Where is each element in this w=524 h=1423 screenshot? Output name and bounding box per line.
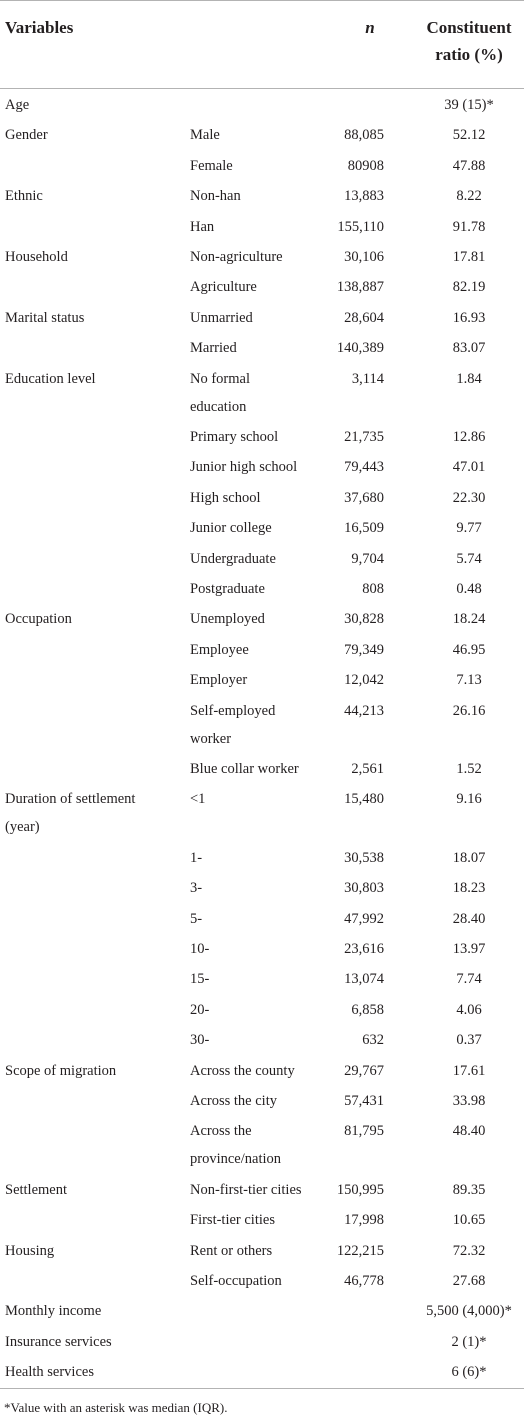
ratio-cell: 22.30 [452, 489, 486, 506]
category-cell: Junior high school [190, 459, 298, 476]
n-cell: 6,858 [351, 1001, 384, 1018]
ratio-cell: 18.23 [452, 880, 486, 897]
ratio-cell: 89.35 [452, 1181, 486, 1198]
ratio-cell: 17.61 [452, 1062, 486, 1079]
variable-cell: Marital status [5, 309, 85, 326]
category-cell: No formal [190, 370, 250, 387]
ratio-cell: 6 (6)* [451, 1364, 487, 1381]
ratio-cell: 13.97 [452, 941, 486, 957]
header-ratio-line2: ratio (%) [435, 45, 503, 64]
n-cell: 30,106 [344, 249, 384, 265]
category-cell: Unmarried [190, 309, 253, 326]
ratio-cell: 72.32 [452, 1242, 486, 1259]
n-cell: 88,085 [344, 127, 384, 144]
variable-cell: Ethnic [5, 188, 43, 205]
category-cell: Junior college [190, 520, 272, 537]
category-cell: Self-employed [190, 702, 276, 719]
bottom-rule [0, 1388, 524, 1389]
category-cell: Unemployed [190, 611, 265, 628]
category-cell-continued: province/nation [190, 1151, 282, 1168]
n-cell: 44,213 [344, 702, 384, 719]
category-cell: Blue collar worker [190, 761, 299, 777]
header-ratio-line1: Constituent [426, 18, 512, 37]
variable-cell: Education level [5, 370, 96, 387]
ratio-cell: 9.16 [456, 791, 482, 808]
variable-cell: Settlement [5, 1181, 68, 1198]
variable-cell: Monthly income [5, 1303, 102, 1320]
ratio-cell: 27.68 [452, 1273, 486, 1289]
ratio-cell: 47.01 [452, 459, 486, 476]
n-cell: 13,074 [344, 971, 384, 988]
header-n: n [365, 18, 375, 37]
ratio-cell: 5.74 [456, 550, 482, 567]
category-cell: Across the [190, 1123, 252, 1140]
n-cell: 2,561 [351, 761, 384, 777]
ratio-cell: 12.86 [452, 429, 486, 445]
ratio-cell: 47.88 [452, 157, 486, 174]
n-cell: 30,803 [344, 880, 384, 897]
n-cell: 30,538 [344, 849, 384, 866]
variable-cell-continued: (year) [5, 819, 40, 836]
category-cell: Employer [190, 672, 248, 689]
category-cell: Non-agriculture [190, 249, 283, 265]
category-cell: Female [190, 157, 233, 174]
variable-cell: Occupation [5, 611, 72, 628]
n-cell: 30,828 [344, 611, 384, 628]
category-cell: <1 [190, 791, 206, 808]
ratio-cell: 33.98 [452, 1093, 486, 1109]
category-cell: 20- [190, 1001, 210, 1018]
n-cell: 23,616 [344, 941, 384, 957]
category-cell: Non-first-tier cities [190, 1181, 302, 1198]
ratio-cell: 10.65 [452, 1212, 486, 1229]
ratio-cell: 2 (1)* [451, 1333, 487, 1350]
header-rule [0, 88, 524, 89]
ratio-cell: 7.74 [456, 971, 482, 988]
header-variables: Variables [5, 18, 74, 37]
n-cell: 122,215 [336, 1242, 384, 1259]
n-cell: 47,992 [344, 910, 384, 927]
n-cell: 37,680 [344, 489, 384, 506]
n-cell: 9,704 [351, 550, 384, 567]
ratio-cell: 0.48 [456, 581, 482, 597]
ratio-cell: 83.07 [452, 340, 486, 357]
ratio-cell: 16.93 [452, 309, 486, 326]
ratio-cell: 18.24 [452, 611, 486, 628]
category-cell: Male [190, 127, 220, 144]
top-rule [0, 0, 524, 1]
ratio-cell: 48.40 [452, 1123, 486, 1140]
variable-cell: Duration of settlement [5, 791, 136, 808]
category-cell: First-tier cities [190, 1212, 275, 1229]
category-cell: Non-han [190, 188, 241, 205]
category-cell: High school [190, 489, 261, 506]
footnote: *Value with an asterisk was median (IQR). [4, 1400, 228, 1415]
category-cell: Primary school [190, 429, 279, 445]
n-cell: 80908 [347, 157, 384, 174]
ratio-cell: 28.40 [452, 910, 486, 927]
category-cell: Employee [190, 641, 249, 658]
n-cell: 15,480 [344, 791, 384, 808]
category-cell: 1- [190, 849, 203, 866]
category-cell: Han [190, 218, 215, 235]
ratio-cell: 91.78 [452, 218, 486, 235]
header-constituent-ratio [414, 14, 524, 68]
category-cell: 15- [190, 971, 210, 988]
category-cell: 30- [190, 1032, 210, 1049]
category-cell: Undergraduate [190, 550, 276, 567]
variable-cell: Household [5, 249, 68, 265]
n-cell: 28,604 [344, 309, 384, 326]
variable-cell: Housing [5, 1242, 55, 1259]
category-cell: Across the county [190, 1062, 295, 1079]
variable-cell: Age [5, 97, 30, 113]
category-cell: Married [190, 340, 237, 357]
n-cell: 12,042 [344, 672, 384, 689]
n-cell: 57,431 [344, 1093, 384, 1109]
n-cell: 79,443 [344, 459, 384, 476]
ratio-cell: 7.13 [456, 672, 482, 689]
ratio-cell: 52.12 [452, 127, 486, 144]
n-cell: 3,114 [351, 370, 384, 387]
n-cell: 16,509 [344, 520, 384, 537]
category-cell: Agriculture [190, 279, 257, 296]
variable-cell: Health services [5, 1364, 94, 1381]
variable-cell: Gender [5, 127, 48, 144]
category-cell: Across the city [190, 1093, 277, 1109]
ratio-cell: 4.06 [456, 1001, 482, 1018]
ratio-cell: 82.19 [452, 279, 486, 296]
ratio-cell: 17.81 [452, 249, 486, 265]
category-cell: 3- [190, 880, 203, 897]
n-cell: 79,349 [344, 641, 384, 658]
ratio-cell: 1.52 [456, 761, 482, 777]
n-cell: 46,778 [344, 1273, 384, 1289]
category-cell: Postgraduate [190, 581, 265, 597]
n-cell: 808 [362, 581, 384, 597]
category-cell: Self-occupation [190, 1273, 282, 1289]
n-cell: 155,110 [337, 218, 384, 235]
category-cell: 5- [190, 910, 203, 927]
n-cell: 150,995 [336, 1181, 384, 1198]
ratio-cell: 0.37 [456, 1032, 482, 1049]
variable-cell: Insurance services [5, 1333, 112, 1350]
ratio-cell: 18.07 [452, 849, 486, 866]
ratio-cell: 26.16 [452, 702, 486, 719]
n-cell: 632 [362, 1032, 384, 1049]
n-cell: 21,735 [344, 429, 384, 445]
ratio-cell: 1.84 [456, 370, 482, 387]
n-cell: 17,998 [344, 1212, 384, 1229]
variable-cell: Scope of migration [5, 1062, 117, 1079]
ratio-cell: 39 (15)* [444, 97, 494, 113]
category-cell: Rent or others [190, 1242, 273, 1259]
n-cell: 138,887 [336, 279, 384, 296]
category-cell-continued: education [190, 398, 247, 415]
n-cell: 81,795 [344, 1123, 384, 1140]
ratio-cell: 8.22 [456, 188, 482, 205]
ratio-cell: 5,500 (4,000)* [426, 1303, 512, 1320]
ratio-cell: 46.95 [452, 641, 486, 658]
ratio-cell: 9.77 [456, 520, 482, 537]
category-cell: 10- [190, 941, 210, 957]
n-cell: 29,767 [344, 1062, 384, 1079]
n-cell: 140,389 [336, 340, 384, 357]
category-cell-continued: worker [190, 730, 232, 747]
n-cell: 13,883 [344, 188, 384, 205]
